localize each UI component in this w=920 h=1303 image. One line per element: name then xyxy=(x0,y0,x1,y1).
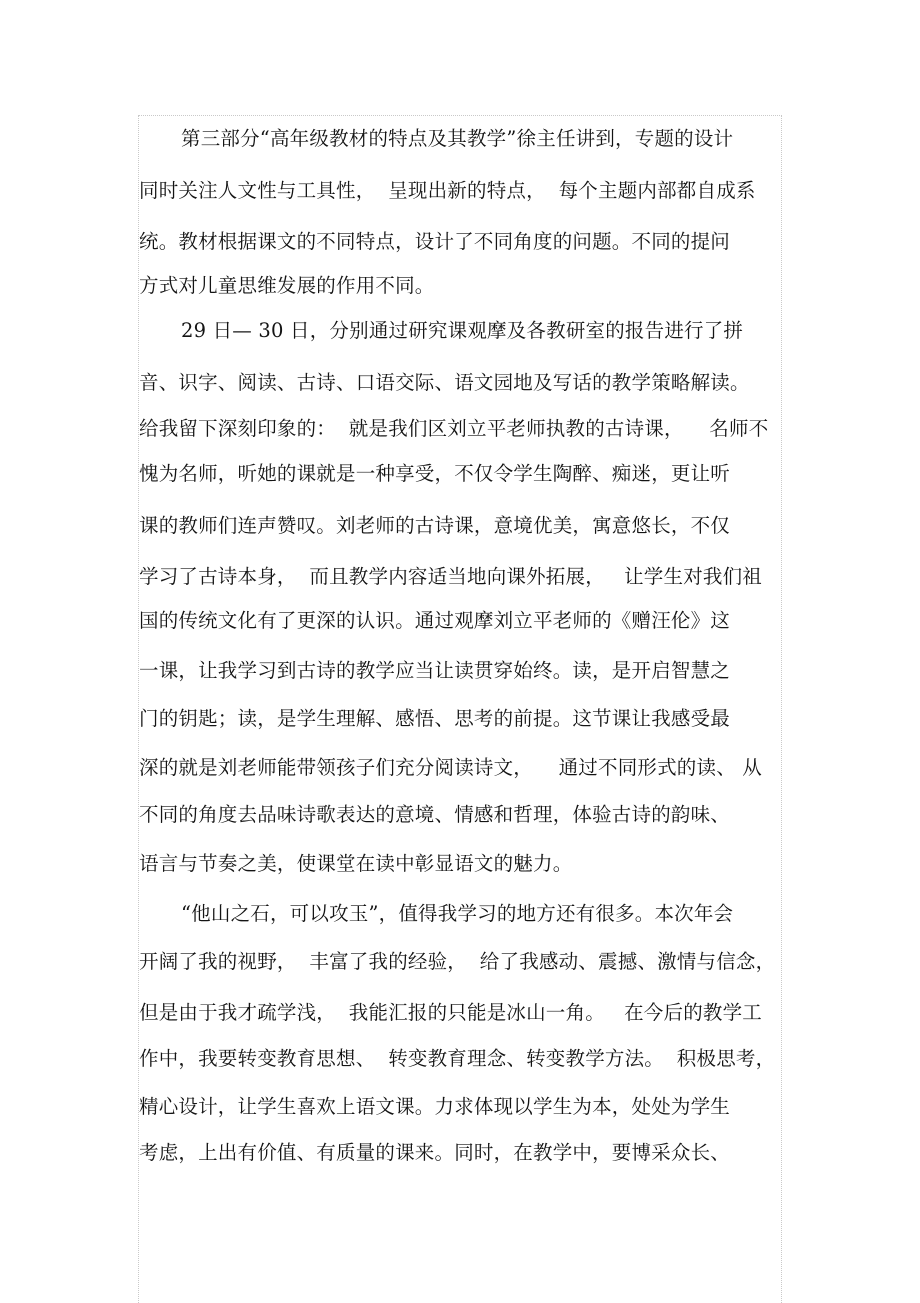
paragraph-1-line-3: 统。教材根据课文的不同特点，设计了不同角度的问题。不同的提问 xyxy=(139,230,731,253)
paragraph-2-line-2: 音、识字、阅读、古诗、口语交际、语文园地及写话的教学策略解读。 xyxy=(139,371,750,394)
paragraph-3-line-1: “他山之石，可以攻玉”，值得我学习的地方还有很多。本次年会 xyxy=(181,902,734,925)
paragraph-2-line-12: 语言与节奏之美，使课堂在读中彰显语文的魅力。 xyxy=(139,852,573,875)
paragraph-2-line-3: 给我留下深刻印象的： 就是我们区刘立平老师执教的古诗课， 名师不 xyxy=(139,417,769,440)
paragraph-2-line-6: 学习了古诗本身， 而且教学内容适当地向课外拓展， 让学生对我们祖 xyxy=(139,565,762,588)
paragraph-3-line-5: 精心设计，让学生喜欢上语文课。力求体现以学生为本，处处为学生 xyxy=(139,1095,731,1118)
paragraph-3-line-3: 但是由于我才疏学浅， 我能汇报的只能是冰山一角。 在今后的教学工 xyxy=(139,1001,762,1024)
paragraph-1-line-4: 方式对儿童思维发展的作用不同。 xyxy=(139,274,435,297)
paragraph-2-line-10: 深的就是刘老师能带领孩子们充分阅读诗文， 通过不同形式的读、 从 xyxy=(139,756,762,779)
paragraph-1-line-1: 第三部分“高年级教材的特点及其教学”徐主任讲到，专题的设计 xyxy=(181,127,734,150)
paragraph-3-line-2: 开阔了我的视野， 丰富了我的经验， 给了我感动、震撼、激情与信念， xyxy=(139,950,776,973)
paragraph-2-line-1: 29 日— 30 日，分别通过研究课观摩及各教研室的报告进行了拼 xyxy=(181,319,744,342)
paragraph-2-line-7: 国的传统文化有了更深的认识。通过观摩刘立平老师的《赠汪伦》这 xyxy=(139,609,731,632)
paragraph-2-line-11: 不同的角度去品味诗歌表达的意境、情感和哲理，体验古诗的韵味、 xyxy=(139,803,731,826)
paragraph-3-line-4: 作中，我要转变教育思想、 转变教育理念、转变教学方法。 积极思考， xyxy=(139,1047,776,1070)
paragraph-1-line-2: 同时关注人文性与工具性， 呈现出新的特点， 每个主题内部都自成系 xyxy=(139,179,756,202)
paragraph-2-line-5: 课的教师们连声赞叹。刘老师的古诗课，意境优美，寓意悠长，不仅 xyxy=(139,514,731,537)
paragraph-2-line-8: 一课，让我学习到古诗的教学应当让读贯穿始终。读，是开启智慧之 xyxy=(139,659,731,682)
paragraph-2-line-4: 愧为名师，听她的课就是一种享受，不仅令学生陶醉、痴迷，更让听 xyxy=(139,462,731,485)
paragraph-2-line-9: 门的钥匙；读，是学生理解、感悟、思考的前提。这节课让我感受最 xyxy=(139,707,731,730)
paragraph-3-line-6: 考虑，上出有价值、有质量的课来。同时，在教学中，要博采众长、 xyxy=(139,1141,731,1164)
